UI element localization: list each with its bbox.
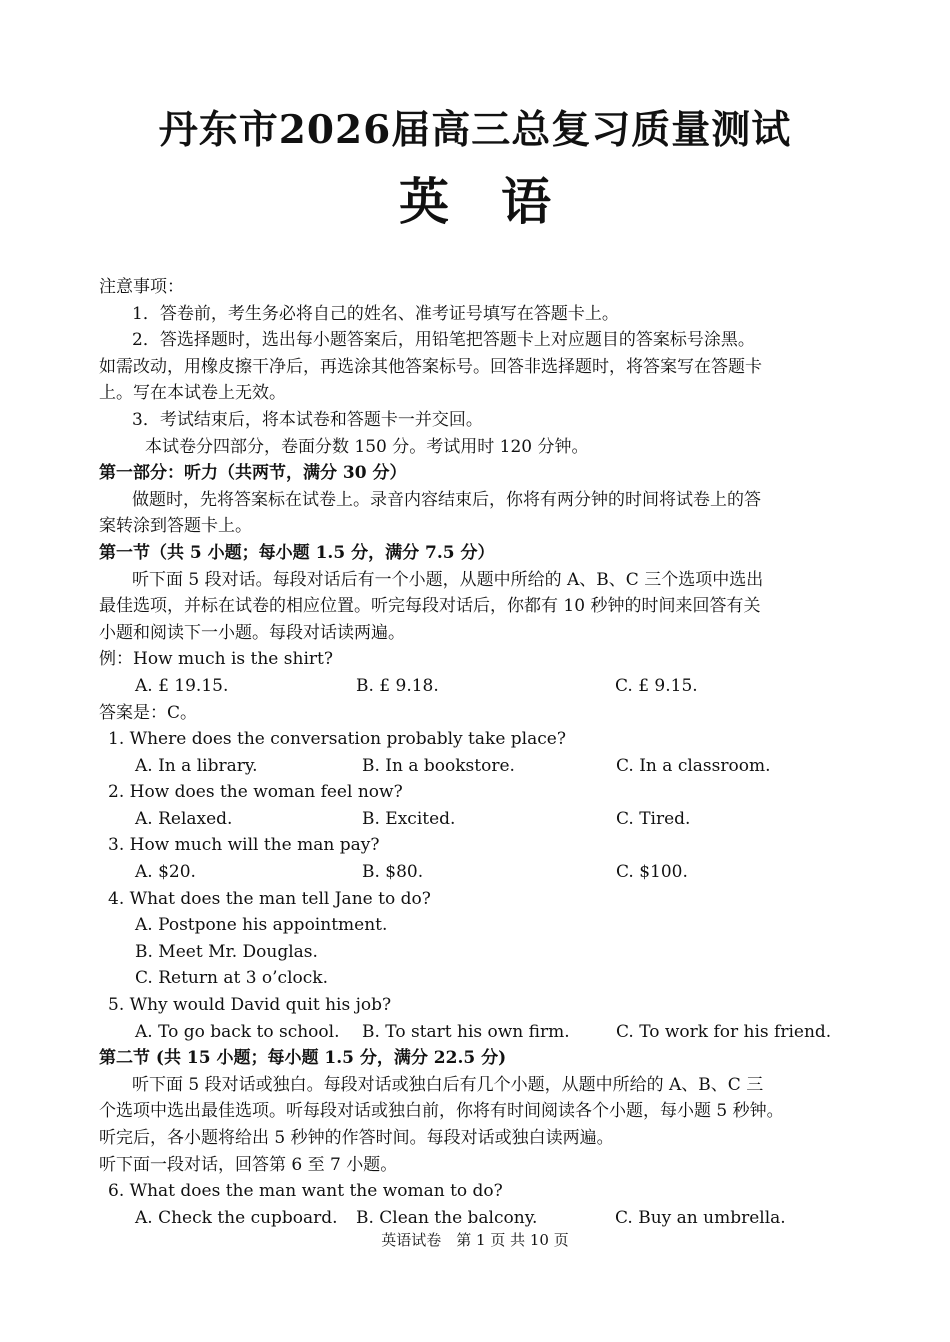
option-a: A. Postpone his appointment.	[135, 915, 388, 936]
page-footer: 英语试卷 第 1 页 共 10 页	[381, 1231, 569, 1249]
section2-intro: 听下面 5 段对话或独白。每段对话或独白后有几个小题，从题中所给的 A、B、C 三	[132, 1074, 764, 1095]
question-4: 4. What does the man tell Jane to do?	[108, 888, 431, 909]
section2-heading: 第二节 (共 15 小题；每小题 1.5 分，满分 22.5 分)	[99, 1048, 507, 1069]
option-c: C. $100.	[616, 862, 688, 883]
notice-item-1: 1．答卷前，考生务必将自己的姓名、准考证号填写在答题卡上。	[132, 303, 619, 324]
option-b: B. Meet Mr. Douglas.	[135, 941, 318, 962]
option-c: C. In a classroom.	[616, 755, 771, 776]
notice-item-2-cont: 如需改动，用橡皮擦干净后，再选涂其他答案标号。回答非选择题时，将答案写在答题卡	[99, 356, 762, 377]
question-1-options	[99, 753, 854, 780]
question-2: 2. How does the woman feel now?	[108, 782, 403, 803]
part1-intro: 做题时，先将答案标在试卷上。录音内容结束后，你将有两分钟的时间将试卷上的答	[132, 489, 761, 510]
example-question: 例：How much is the shirt?	[99, 649, 333, 670]
section1-heading: 第一节（共 5 小题；每小题 1.5 分，满分 7.5 分）	[99, 542, 495, 563]
option-c: C. Tired.	[616, 808, 691, 829]
example-answer: 答案是：C。	[99, 702, 198, 723]
notice-heading: 注意事项：	[99, 277, 184, 297]
option-b: B. Clean the balcony.	[356, 1207, 538, 1228]
question-6: 6. What does the man want the woman to do?	[108, 1181, 503, 1202]
exam-body	[99, 274, 854, 1231]
option-c: C. To work for his friend.	[616, 1021, 832, 1042]
part1-intro-cont: 案转涂到答题卡上。	[99, 516, 252, 537]
question-1: 1. Where does the conversation probably take place?	[108, 729, 566, 750]
example-options	[99, 673, 854, 700]
option-a: A. Relaxed.	[135, 808, 233, 829]
question-5: 5. Why would David quit his job?	[108, 995, 392, 1016]
option-b: B. Excited.	[362, 808, 456, 829]
section2-intro-cont: 听完后，各小题将给出 5 秒钟的作答时间。每段对话或独白读两遍。	[99, 1128, 614, 1148]
option-b: B. £ 9.18.	[356, 675, 439, 696]
notice-item-2-cont: 上。写在本试卷上无效。	[99, 383, 286, 404]
question-3-options	[99, 859, 854, 886]
option-c: C. Return at 3 o’clock.	[135, 968, 328, 989]
option-a: A. To go back to school.	[135, 1021, 340, 1042]
notice-item-3: 3．考试结束后，将本试卷和答题卡一并交回。	[132, 409, 483, 430]
part1-heading: 第一部分：听力（共两节，满分 30 分）	[99, 463, 407, 484]
option-b: B. In a bookstore.	[362, 755, 515, 776]
section1-intro-cont: 小题和阅读下一小题。每段对话读两遍。	[99, 622, 405, 643]
option-a: A. £ 19.15.	[135, 675, 229, 696]
notice-item-2: 2．答选择题时，选出每小题答案后，用铅笔把答题卡上对应题目的答案标号涂黑。	[132, 330, 755, 351]
option-b: B. $80.	[362, 862, 424, 883]
option-a: A. $20.	[135, 862, 196, 883]
question-3: 3. How much will the man pay?	[108, 835, 380, 856]
exam-title: 丹东市2026届高三总复习质量测试	[158, 107, 792, 153]
option-a: A. In a library.	[135, 755, 258, 776]
option-c: C. £ 9.15.	[615, 675, 698, 696]
section1-intro: 听下面 5 段对话。每段对话后有一个小题，从题中所给的 A、B、C 三个选项中选出	[132, 569, 764, 590]
question-5-options	[99, 1019, 854, 1046]
question-2-options	[99, 806, 854, 833]
section2-instruction: 听下面一段对话，回答第 6 至 7 小题。	[99, 1154, 398, 1175]
section2-intro-cont: 个选项中选出最佳选项。听每段对话或独白前，你将有时间阅读各个小题，每小题 5 秒钟。	[99, 1101, 784, 1122]
question-6-options	[99, 1205, 854, 1232]
option-c: C. Buy an umbrella.	[615, 1207, 786, 1228]
section1-intro-cont: 最佳选项，并标在试卷的相应位置。听完每段对话后，你都有 10 秒钟的时间来回答有关	[99, 596, 761, 617]
option-b: B. To start his own firm.	[362, 1021, 570, 1042]
option-a: A. Check the cupboard.	[135, 1207, 338, 1228]
subject-title: 英语	[399, 172, 603, 231]
exam-info: 本试卷分四部分，卷面分数 150 分。考试用时 120 分钟。	[145, 436, 589, 457]
